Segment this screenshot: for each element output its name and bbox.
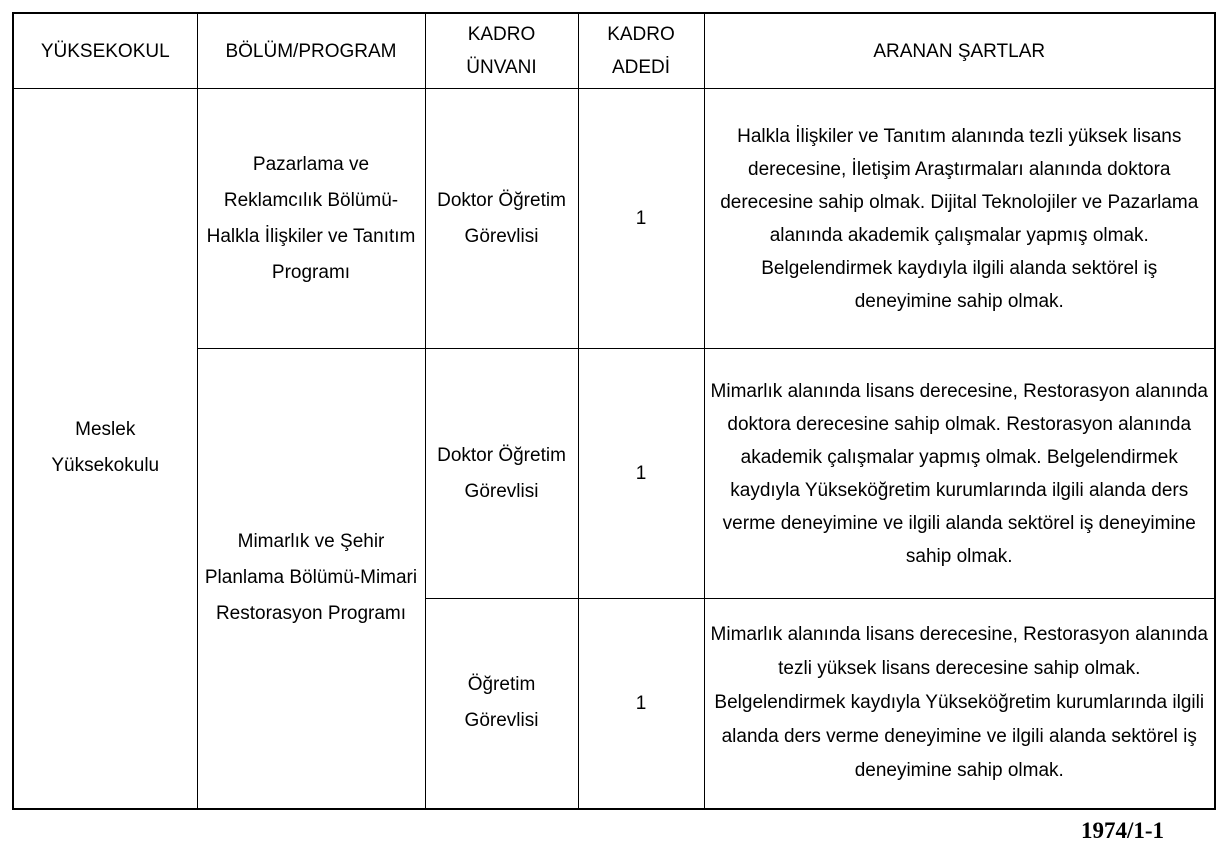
gazette-reference-number: 1974/1-1	[1080, 818, 1164, 843]
cell-sartlar-row1: Halkla İlişkiler ve Tanıtım alanında tezli yüksek lisans derecesine, İletişim Araştırmaları alanında doktora derecesine sahip olmak. Dijital Teknolojiler ve Pazarlama alanında akademik çalışmalar yapmış olmak. Belgelendirmek kaydıyla ilgili alanda sektörel iş deneyimine sahip olmak.	[704, 89, 1215, 349]
cell-yuksekokul: Meslek Yüksekokulu	[13, 89, 197, 809]
cell-bolum-row2: Mimarlık ve Şehir Planlama Bölümü-Mimari Restorasyon Programı	[197, 349, 425, 809]
header-aranan-sartlar: ARANAN ŞARTLAR	[704, 13, 1215, 89]
cell-adet-row3: 1	[578, 599, 704, 809]
header-kadro-unvani: KADRO ÜNVANI	[425, 13, 578, 89]
cell-unvan-row2: Doktor Öğretim Görevlisi	[425, 349, 578, 599]
table-row	[13, 89, 1215, 349]
cell-unvan-row3: Öğretim Görevlisi	[425, 599, 578, 809]
header-yuksekokul: YÜKSEKOKUL	[13, 13, 197, 89]
cell-adet-row1: 1	[578, 89, 704, 349]
cell-sartlar-row3: Mimarlık alanında lisans derecesine, Restorasyon alanında tezli yüksek lisans derecesine sahip olmak. Belgelendirmek kaydıyla Yükseköğretim kurumlarında ilgili alanda ders verme deneyimine ve ilgili alanda sektörel iş deneyimine sahip olmak.	[704, 599, 1215, 809]
cell-bolum-row1: Pazarlama ve Reklamcılık Bölümü-Halkla İlişkiler ve Tanıtım Programı	[197, 89, 425, 349]
cell-sartlar-row2: Mimarlık alanında lisans derecesine, Restorasyon alanında doktora derecesine sahip olmak. Restorasyon alanında akademik çalışmalar yapmış olmak. Belgelendirmek kaydıyla Yükseköğretim kurumlarında ilgili alanda ders verme deneyimine ve ilgili alanda sektörel iş deneyimine sahip olmak.	[704, 349, 1215, 599]
table-header-row	[13, 13, 1215, 89]
cell-adet-row2: 1	[578, 349, 704, 599]
kadro-ilan-table	[12, 12, 1216, 810]
header-kadro-adedi: KADRO ADEDİ	[578, 13, 704, 89]
header-bolum-program: BÖLÜM/PROGRAM	[197, 13, 425, 89]
cell-unvan-row1: Doktor Öğretim Görevlisi	[425, 89, 578, 349]
